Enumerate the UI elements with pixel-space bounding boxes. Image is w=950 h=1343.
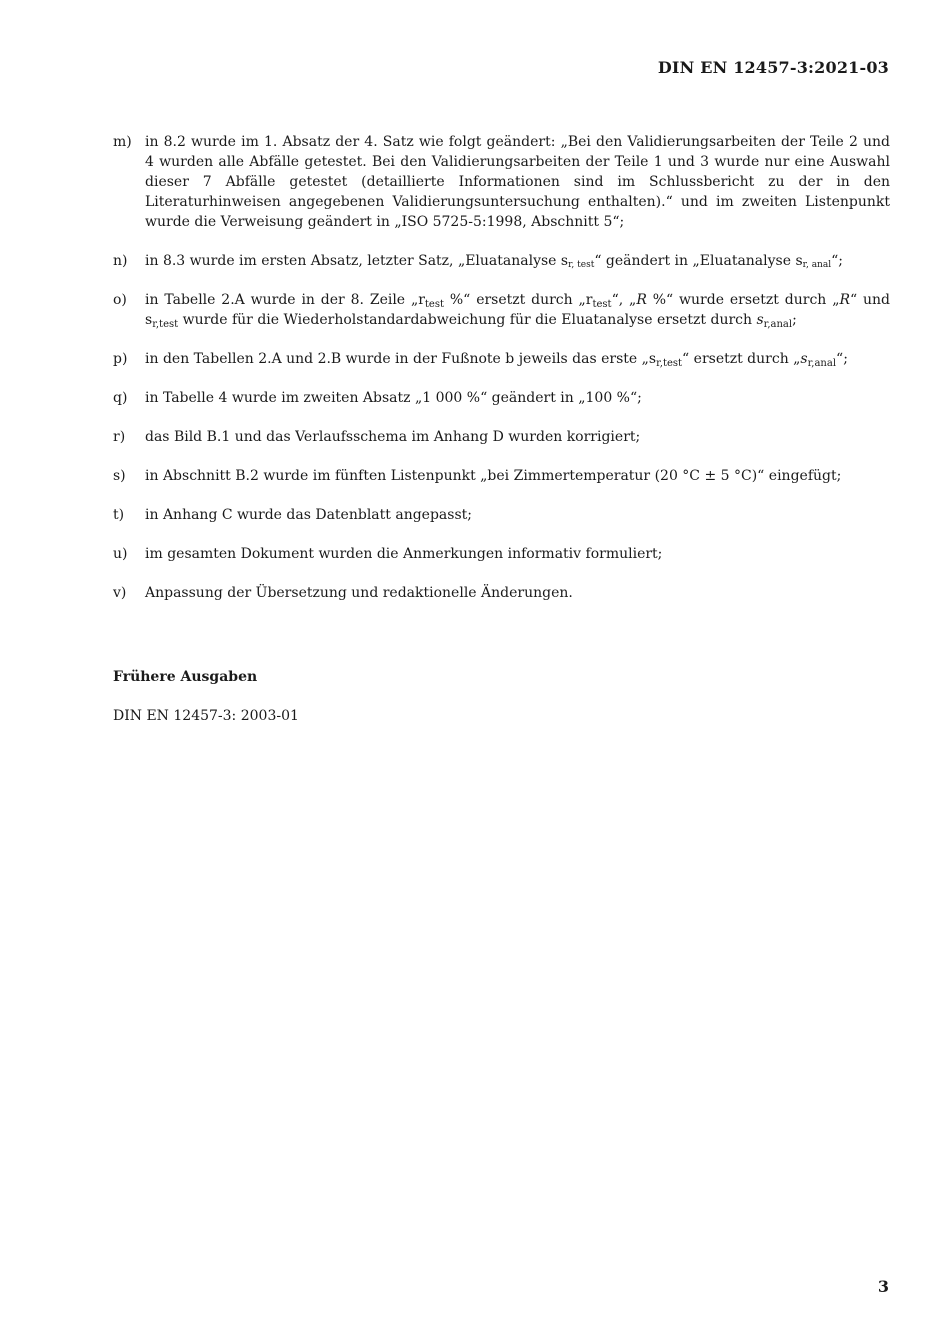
list-item-text: in Anhang C wurde das Datenblatt angepasst; <box>145 507 472 523</box>
list-item-s <box>113 466 890 486</box>
subscript: r,anal <box>763 319 793 330</box>
list-item-label: o) <box>113 292 127 308</box>
list-item-label: s) <box>113 468 126 484</box>
list-item-text: in 8.3 wurde im ersten Absatz, letzter Satz, „Eluatanalyse $s_{r, test}“$ geändert in „Eluatanalyse $s_{r, anal}“$; <box>145 253 843 270</box>
subscript: r,anal <box>807 358 837 369</box>
list-item-text: in Tabelle 2.A wurde in der 8. Zeile $„r_{test}$ %“ ersetzt durch $„r_{test}“$, „R %“ wurde ersetzt durch „R“ und $s_{r,test}$ wurde für die Wiederholstandardabweichung für die Eluatanalyse ersetzt durch $s_{r,anal}$; <box>145 292 891 330</box>
list-item-m <box>113 132 890 232</box>
subscript: test <box>592 299 612 310</box>
italic-symbol: R <box>636 292 647 308</box>
list-item-r <box>113 427 890 447</box>
subscript: r,test <box>152 319 179 330</box>
previous-editions-heading: Frühere Ausgaben <box>113 669 258 685</box>
subscript: r, test <box>568 260 595 270</box>
list-item-label: u) <box>113 546 128 562</box>
list-item-label: t) <box>113 507 125 523</box>
italic-symbol: s <box>756 312 764 328</box>
list-item-p <box>113 349 890 369</box>
page-number: 3 <box>877 1277 889 1296</box>
italic-symbol: s <box>800 351 808 367</box>
list-item-text: in den Tabellen 2.A und 2.B wurde in der Fußnote b jeweils das erste $„s_{r,test}“$ ersetzt durch $„s_{r,anal}“$; <box>145 351 848 369</box>
list-item-v <box>113 583 890 603</box>
document-header-id: DIN EN 12457-3:2021-03 <box>657 58 889 77</box>
subscript: test <box>424 299 444 310</box>
list-item-label: m) <box>113 134 132 150</box>
changes-list <box>113 132 890 622</box>
list-item-text: das Bild B.1 und das Verlaufsschema im Anhang D wurden korrigiert; <box>145 429 641 445</box>
subscript: r,test <box>656 358 683 369</box>
italic-symbol: R <box>839 292 850 308</box>
list-item-t <box>113 505 890 525</box>
list-item-label: p) <box>113 351 128 367</box>
list-item-q <box>113 388 890 408</box>
list-item-label: q) <box>113 390 128 406</box>
list-item-u <box>113 544 890 564</box>
list-item-text: Anpassung der Übersetzung und redaktionelle Änderungen. <box>145 585 573 601</box>
list-item-o <box>113 290 890 330</box>
list-item-label: v) <box>113 585 127 601</box>
subscript: r, anal <box>802 260 832 270</box>
list-item-text: in Tabelle 4 wurde im zweiten Absatz „1 000 %“ geändert in „100 %“; <box>145 390 642 406</box>
list-item-label: r) <box>113 429 126 445</box>
list-item-text: im gesamten Dokument wurden die Anmerkungen informativ formuliert; <box>145 546 663 562</box>
list-item-label: n) <box>113 253 128 269</box>
previous-edition-entry: DIN EN 12457-3: 2003-01 <box>113 708 299 724</box>
list-item-n <box>113 251 890 271</box>
list-item-text: in Abschnitt B.2 wurde im fünften Listenpunkt „bei Zimmertemperatur (20 °C ± 5 °C)“ eingefügt; <box>145 468 842 484</box>
list-item-text: in 8.2 wurde im 1. Absatz der 4. Satz wie folgt geändert: „Bei den Validierungsarbeiten der Teile 2 und 4 wurden alle Abfälle getestet. Bei den Validierungsarbeiten der Teile 1 und 3 wurde nur eine Auswahl dieser 7 Abfälle getestet (detaillierte Informationen sind im Schlussbericht zu der in den Literaturhinweisen angegebenen Validierungsuntersuchung enthalten).“ und im zweiten Listenpunkt wurde die Verweisung geändert in „ISO 5725-5:1998, Abschnitt 5“; <box>145 134 890 230</box>
